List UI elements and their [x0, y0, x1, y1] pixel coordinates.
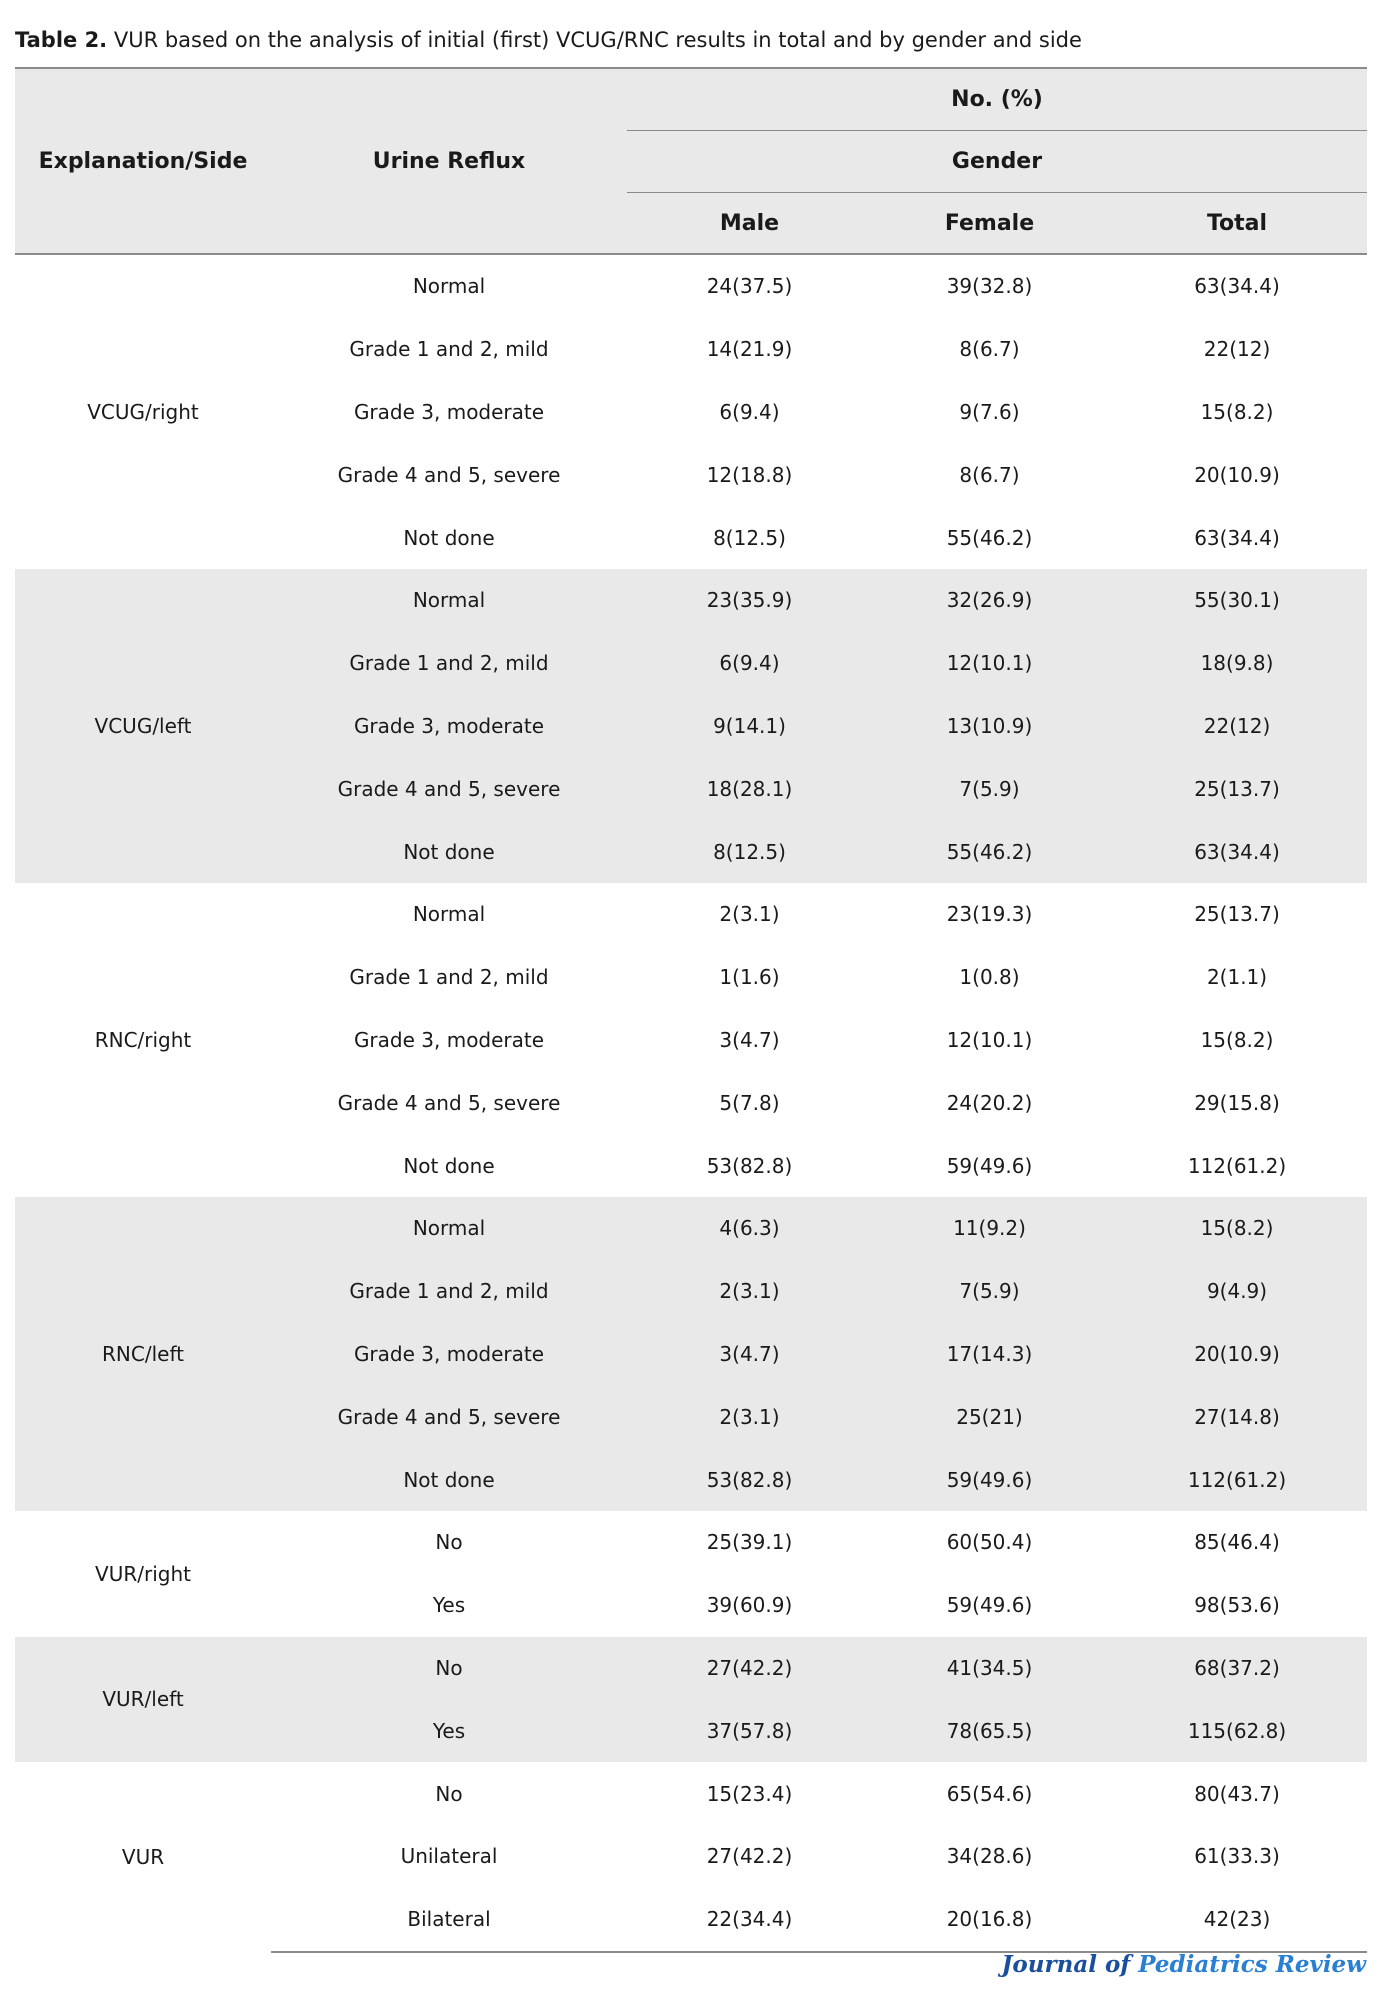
total-cell: 115(62.8) [1107, 1699, 1367, 1762]
header-female: Female [872, 193, 1107, 255]
total-cell: 85(46.4) [1107, 1511, 1367, 1574]
male-cell: 18(28.1) [627, 757, 872, 820]
total-cell: 55(30.1) [1107, 569, 1367, 632]
female-cell: 39(32.8) [872, 254, 1107, 318]
urine-reflux-cell: Grade 4 and 5, severe [271, 757, 627, 820]
urine-reflux-cell: Grade 3, moderate [271, 381, 627, 444]
total-cell: 20(10.9) [1107, 443, 1367, 506]
total-cell: 9(4.9) [1107, 1260, 1367, 1323]
table-row [15, 1197, 1367, 1260]
table-header [15, 68, 1367, 254]
urine-reflux-cell: Unilateral [271, 1825, 627, 1888]
urine-reflux-cell: Normal [271, 254, 627, 318]
female-cell: 23(19.3) [872, 883, 1107, 946]
total-cell: 25(13.7) [1107, 883, 1367, 946]
female-cell: 24(20.2) [872, 1071, 1107, 1134]
male-cell: 6(9.4) [627, 632, 872, 695]
urine-reflux-cell: Grade 4 and 5, severe [271, 1385, 627, 1448]
female-cell: 13(10.9) [872, 695, 1107, 758]
total-cell: 112(61.2) [1107, 1448, 1367, 1511]
female-cell: 59(49.6) [872, 1448, 1107, 1511]
female-cell: 59(49.6) [872, 1574, 1107, 1637]
table-group [15, 1511, 1367, 1637]
male-cell: 4(6.3) [627, 1197, 872, 1260]
male-cell: 24(37.5) [627, 254, 872, 318]
male-cell: 8(12.5) [627, 506, 872, 569]
urine-reflux-cell: No [271, 1637, 627, 1700]
table-group [15, 569, 1367, 883]
urine-reflux-cell: No [271, 1511, 627, 1574]
header-total: Total [1107, 193, 1367, 255]
total-cell: 15(8.2) [1107, 1009, 1367, 1072]
urine-reflux-cell: Normal [271, 883, 627, 946]
urine-reflux-cell: Yes [271, 1574, 627, 1637]
total-cell: 22(12) [1107, 318, 1367, 381]
urine-reflux-cell: Grade 1 and 2, mild [271, 1260, 627, 1323]
table-row [15, 1511, 1367, 1574]
group-label-cell: RNC/left [15, 1197, 271, 1511]
group-label-cell: VCUG/left [15, 569, 271, 883]
table-row [15, 569, 1367, 632]
female-cell: 55(46.2) [872, 820, 1107, 883]
female-cell: 65(54.6) [872, 1762, 1107, 1825]
male-cell: 2(3.1) [627, 1260, 872, 1323]
group-label-cell: VUR/right [15, 1511, 271, 1637]
urine-reflux-cell: Grade 1 and 2, mild [271, 946, 627, 1009]
female-cell: 8(6.7) [872, 318, 1107, 381]
urine-reflux-cell: Normal [271, 569, 627, 632]
journal-logo: Journal of Pediatrics Review [1001, 1951, 1366, 1978]
urine-reflux-cell: Grade 4 and 5, severe [271, 1071, 627, 1134]
group-label-cell: VUR/left [15, 1637, 271, 1763]
female-cell: 7(5.9) [872, 757, 1107, 820]
male-cell: 23(35.9) [627, 569, 872, 632]
male-cell: 2(3.1) [627, 883, 872, 946]
female-cell: 55(46.2) [872, 506, 1107, 569]
male-cell: 53(82.8) [627, 1448, 872, 1511]
total-cell: 42(23) [1107, 1888, 1367, 1952]
male-cell: 14(21.9) [627, 318, 872, 381]
total-cell: 63(34.4) [1107, 254, 1367, 318]
female-cell: 12(10.1) [872, 1009, 1107, 1072]
table-group [15, 1197, 1367, 1511]
male-cell: 2(3.1) [627, 1385, 872, 1448]
urine-reflux-cell: No [271, 1762, 627, 1825]
female-cell: 59(49.6) [872, 1134, 1107, 1197]
urine-reflux-cell: Grade 3, moderate [271, 1009, 627, 1072]
total-cell: 112(61.2) [1107, 1134, 1367, 1197]
male-cell: 37(57.8) [627, 1699, 872, 1762]
male-cell: 27(42.2) [627, 1637, 872, 1700]
table-row [15, 254, 1367, 318]
table-caption-label: Table 2. [15, 28, 108, 52]
table-group [15, 883, 1367, 1197]
female-cell: 17(14.3) [872, 1323, 1107, 1386]
total-cell: 61(33.3) [1107, 1825, 1367, 1888]
urine-reflux-cell: Not done [271, 1134, 627, 1197]
male-cell: 5(7.8) [627, 1071, 872, 1134]
header-no-percent: No. (%) [627, 68, 1367, 131]
male-cell: 1(1.6) [627, 946, 872, 1009]
male-cell: 8(12.5) [627, 820, 872, 883]
total-cell: 15(8.2) [1107, 1197, 1367, 1260]
total-cell: 63(34.4) [1107, 506, 1367, 569]
female-cell: 20(16.8) [872, 1888, 1107, 1952]
header-explanation-side: Explanation/Side [15, 68, 271, 254]
male-cell: 53(82.8) [627, 1134, 872, 1197]
female-cell: 8(6.7) [872, 443, 1107, 506]
female-cell: 32(26.9) [872, 569, 1107, 632]
female-cell: 25(21) [872, 1385, 1107, 1448]
total-cell: 29(15.8) [1107, 1071, 1367, 1134]
female-cell: 60(50.4) [872, 1511, 1107, 1574]
total-cell: 20(10.9) [1107, 1323, 1367, 1386]
header-gender: Gender [627, 131, 1367, 193]
male-cell: 25(39.1) [627, 1511, 872, 1574]
total-cell: 98(53.6) [1107, 1574, 1367, 1637]
table-caption [15, 22, 1375, 58]
male-cell: 6(9.4) [627, 381, 872, 444]
female-cell: 12(10.1) [872, 632, 1107, 695]
male-cell: 15(23.4) [627, 1762, 872, 1825]
urine-reflux-cell: Grade 1 and 2, mild [271, 318, 627, 381]
male-cell: 22(34.4) [627, 1888, 872, 1952]
table-row [15, 1762, 1367, 1825]
male-cell: 27(42.2) [627, 1825, 872, 1888]
total-cell: 63(34.4) [1107, 820, 1367, 883]
male-cell: 9(14.1) [627, 695, 872, 758]
group-label-cell: VCUG/right [15, 254, 271, 569]
group-label-cell: RNC/right [15, 883, 271, 1197]
urine-reflux-cell: Grade 1 and 2, mild [271, 632, 627, 695]
table-row [15, 1637, 1367, 1700]
total-cell: 18(9.8) [1107, 632, 1367, 695]
total-cell: 22(12) [1107, 695, 1367, 758]
total-cell: 15(8.2) [1107, 381, 1367, 444]
total-cell: 25(13.7) [1107, 757, 1367, 820]
female-cell: 78(65.5) [872, 1699, 1107, 1762]
total-cell: 68(37.2) [1107, 1637, 1367, 1700]
female-cell: 11(9.2) [872, 1197, 1107, 1260]
header-male: Male [627, 193, 872, 255]
urine-reflux-cell: Not done [271, 506, 627, 569]
female-cell: 1(0.8) [872, 946, 1107, 1009]
female-cell: 9(7.6) [872, 381, 1107, 444]
male-cell: 3(4.7) [627, 1323, 872, 1386]
female-cell: 34(28.6) [872, 1825, 1107, 1888]
table-group [15, 1762, 1367, 1951]
table-group [15, 254, 1367, 569]
total-cell: 80(43.7) [1107, 1762, 1367, 1825]
urine-reflux-cell: Yes [271, 1699, 627, 1762]
total-cell: 2(1.1) [1107, 946, 1367, 1009]
urine-reflux-cell: Grade 4 and 5, severe [271, 443, 627, 506]
table-row [15, 883, 1367, 946]
female-cell: 41(34.5) [872, 1637, 1107, 1700]
female-cell: 7(5.9) [872, 1260, 1107, 1323]
total-cell: 27(14.8) [1107, 1385, 1367, 1448]
table-group [15, 1637, 1367, 1763]
vur-table [15, 67, 1367, 1953]
urine-reflux-cell: Normal [271, 1197, 627, 1260]
male-cell: 12(18.8) [627, 443, 872, 506]
urine-reflux-cell: Not done [271, 1448, 627, 1511]
group-label-cell: VUR [15, 1762, 271, 1951]
urine-reflux-cell: Bilateral [271, 1888, 627, 1952]
header-urine-reflux: Urine Reflux [271, 68, 627, 254]
urine-reflux-cell: Grade 3, moderate [271, 695, 627, 758]
table-caption-text: VUR based on the analysis of initial (first) VCUG/RNC results in total and by gender and side [107, 28, 1082, 52]
urine-reflux-cell: Grade 3, moderate [271, 1323, 627, 1386]
male-cell: 3(4.7) [627, 1009, 872, 1072]
urine-reflux-cell: Not done [271, 820, 627, 883]
male-cell: 39(60.9) [627, 1574, 872, 1637]
